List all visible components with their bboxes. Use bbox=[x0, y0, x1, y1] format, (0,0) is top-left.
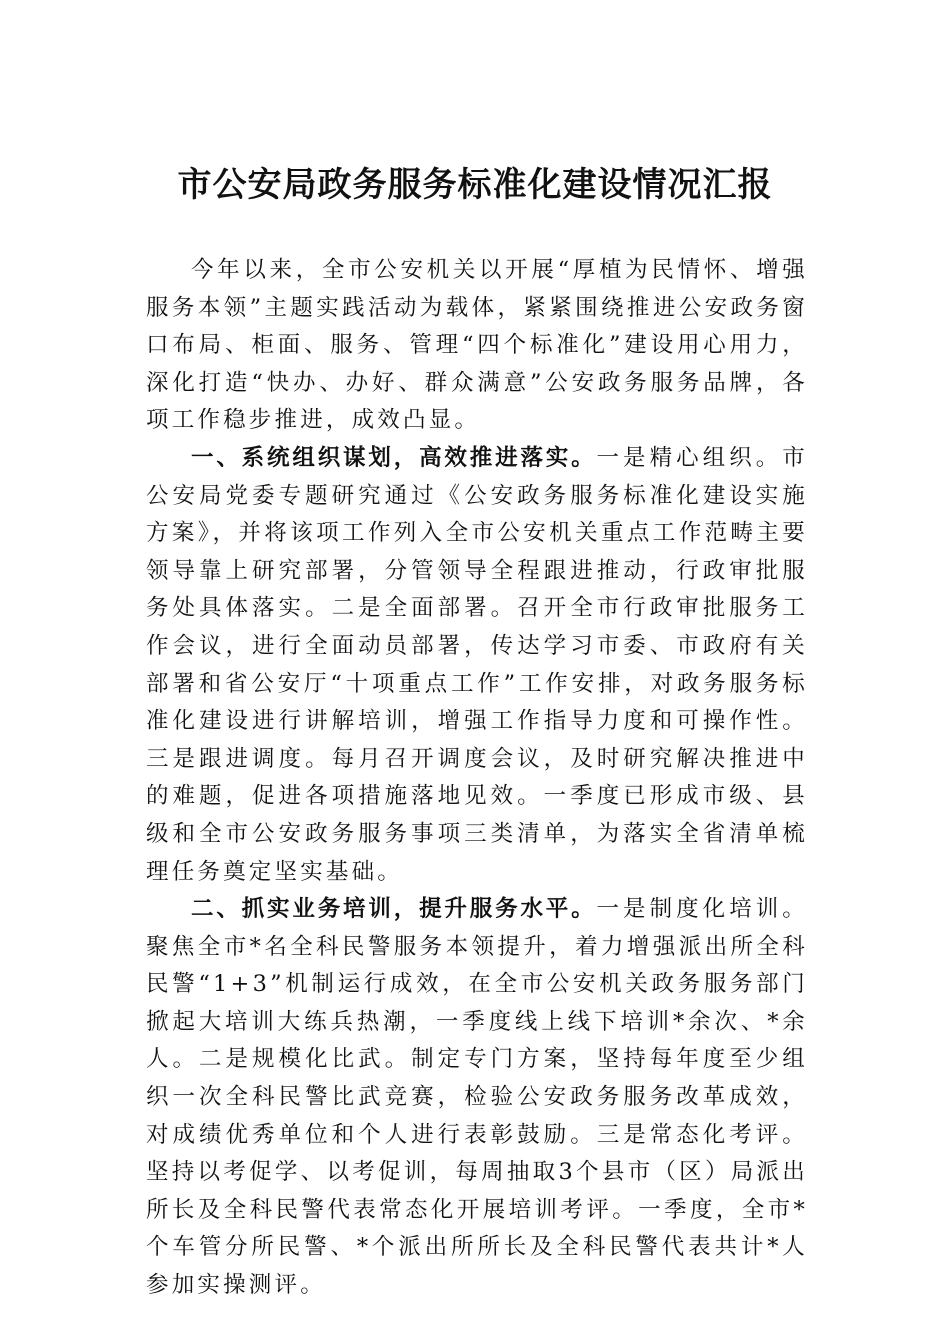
document-title: 市公安局政务服务标准化建设情况汇报 bbox=[177, 165, 773, 205]
section-two-paragraph bbox=[146, 891, 808, 1305]
paragraph-text: 今年以来，全市公安机关以开展“厚植为民情怀、增强服务本领”主题实践活动为载体，紧紧围绕推进公安政务窗口布局、柜面、服务、管理“四个标准化”建设用心用力，深化打造“快办、办好、群众满意”公安政务服务品牌，各项工作稳步推进，成效凸显。 bbox=[146, 257, 808, 434]
section-two-heading: 二、抓实业务培训，提升服务水平。 bbox=[191, 896, 597, 923]
paragraph-text: 一是制度化培训。聚焦全市*名全科民警服务本领提升，着力增强派出所全科民警“1+3”机制运行成效，在全市公安机关政务服务部门掀起大培训大练兵热潮，一季度线上线下培训*余次、*余人。二是规模化比武。制定专门方案，坚持每年度至少组织一次全科民警比武竞赛，检验公安政务服务改革成效，对成绩优秀单位和个人进行表彰鼓励。三是常态化考评。坚持以考促学、以考促训，每周抽取3个县市（区）局派出所长及全科民警代表常态化开展培训考评。一季度，全市*个车管分所民警、*个派出所所长及全科民警代表共计*人参加实操测评。 bbox=[146, 896, 808, 1299]
document-body bbox=[146, 252, 808, 1305]
section-one-heading: 一、系统组织谋划，高效推进落实。 bbox=[191, 444, 597, 471]
section-one-paragraph bbox=[146, 440, 808, 891]
paragraph-text: 一是精心组织。市公安局党委专题研究通过《公安政务服务标准化建设实施方案》，并将该项工作列入全市公安机关重点工作范畴主要领导靠上研究部署，分管领导全程跟进推动，行政审批服务处具体落实。二是全面部署。召开全市行政审批服务工作会议，进行全面动员部署，传达学习市委、市政府有关部署和省公安厅“十项重点工作”工作安排，对政务服务标准化建设进行讲解培训，增强工作指导力度和可操作性。三是跟进调度。每月召开调度会议，及时研究解决推进中的难题，促进各项措施落地见效。一季度已形成市级、县级和全市公安政务服务事项三类清单，为落实全省清单梳理任务奠定坚实基础。 bbox=[146, 444, 808, 885]
intro-paragraph bbox=[146, 252, 808, 440]
